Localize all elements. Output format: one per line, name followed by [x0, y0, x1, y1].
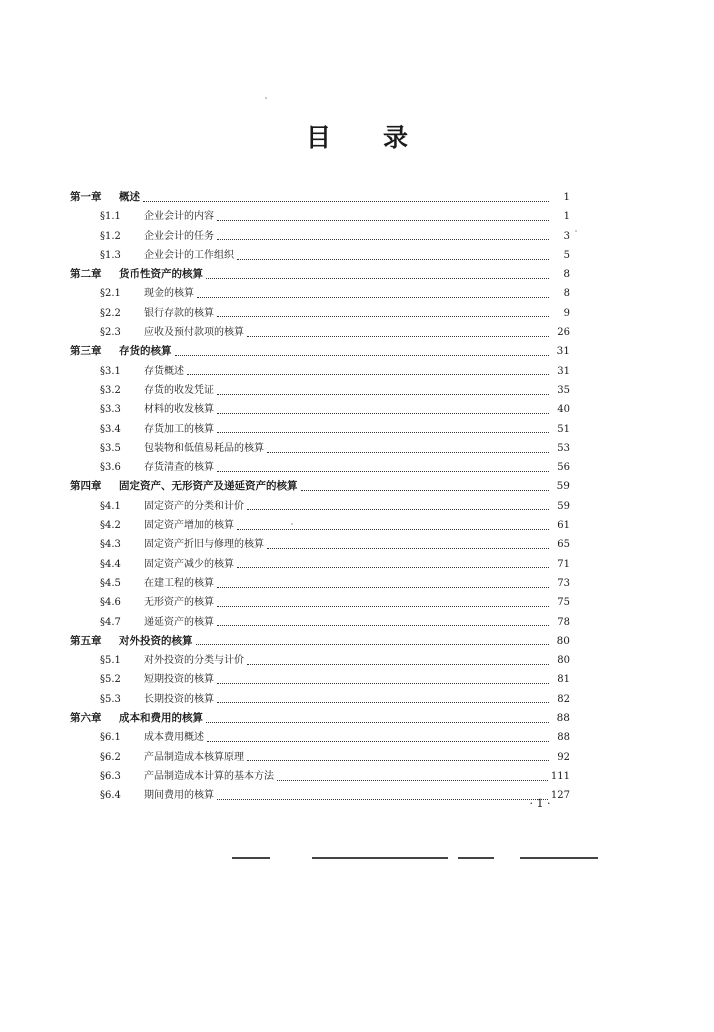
dot-leader	[197, 296, 549, 298]
toc-page-number: 81	[557, 674, 570, 686]
toc-entry-title: 企业会计的任务	[144, 230, 214, 242]
toc-entry-number: §4.1	[100, 500, 121, 512]
dot-leader	[143, 200, 549, 202]
toc-page-number: 1	[563, 191, 570, 203]
toc-section-row	[70, 651, 570, 670]
toc-section-row	[70, 516, 570, 535]
toc-entry-title: 存货加工的核算	[144, 423, 214, 435]
toc-page-number: 35	[557, 384, 570, 396]
toc-chapter-row	[70, 477, 570, 496]
toc-entry-title: 应收及预付款项的核算	[144, 327, 244, 339]
toc-page-number: 61	[557, 520, 570, 532]
toc-page-number: 127	[550, 790, 570, 802]
toc-page-number: 51	[557, 423, 570, 435]
dot-leader	[217, 586, 549, 588]
dot-leader	[247, 759, 549, 761]
toc-page-number: 88	[556, 712, 570, 725]
toc-page-number: 1	[563, 211, 570, 223]
dot-leader	[217, 412, 549, 414]
dot-leader	[237, 528, 549, 530]
toc-section-row	[70, 323, 570, 342]
toc-section-row	[70, 670, 570, 689]
toc-page-number: 73	[557, 577, 570, 589]
dot-leader	[196, 643, 550, 645]
toc-entry-title: 存货的收发凭证	[144, 384, 214, 396]
toc-entry-number: 第五章	[70, 634, 102, 647]
toc-entry-number: §4.2	[100, 520, 121, 532]
toc-section-row	[70, 227, 570, 246]
dot-leader	[237, 566, 549, 568]
toc-entry-title: 成本和费用的核算	[119, 712, 203, 725]
dot-leader	[217, 219, 549, 221]
toc-page-number: 31	[557, 365, 570, 377]
toc-section-row	[70, 420, 570, 439]
toc-entry-title: 固定资产、无形资产及递延资产的核算	[119, 480, 298, 493]
toc-section-row	[70, 728, 570, 747]
toc-section-row	[70, 574, 570, 593]
toc-entry-number: 第二章	[70, 268, 102, 281]
toc-page-number: 59	[557, 500, 570, 512]
page-title	[0, 118, 714, 158]
toc-entry-title: 成本费用概述	[144, 732, 204, 744]
toc-entry-number: §3.3	[100, 404, 121, 416]
toc-entry-number: §3.2	[100, 384, 121, 396]
toc-entry-number: §4.4	[100, 558, 121, 570]
dot-leader	[187, 373, 549, 375]
toc-page-number: 80	[556, 634, 570, 647]
dot-leader	[301, 489, 550, 491]
toc-entry-number: §3.1	[100, 365, 121, 377]
scan-rule	[520, 857, 598, 859]
toc-entry-number: 第六章	[70, 712, 102, 725]
toc-section-row	[70, 400, 570, 419]
toc-entry-number: §5.1	[100, 655, 121, 667]
dot-leader	[207, 740, 549, 742]
toc-page-number: 88	[557, 732, 570, 744]
toc-page-number: 3	[563, 230, 570, 242]
scan-rule	[458, 857, 494, 859]
dot-leader	[217, 393, 549, 395]
toc-page-number: 56	[557, 462, 570, 474]
toc-section-row	[70, 439, 570, 458]
toc-entry-title: 无形资产的核算	[144, 597, 214, 609]
toc-section-row	[70, 786, 570, 805]
title-char-2: 录	[383, 123, 409, 152]
dot-leader	[267, 451, 549, 453]
dot-leader	[247, 508, 549, 510]
toc-entry-number: §2.2	[100, 307, 121, 319]
dot-leader	[247, 663, 549, 665]
toc-page-number: 92	[557, 751, 570, 763]
toc-section-row	[70, 767, 570, 786]
dot-leader	[206, 277, 549, 279]
toc-entry-title: 包装物和低值易耗品的核算	[144, 442, 264, 454]
toc-entry-number: §3.5	[100, 442, 121, 454]
toc-entry-title: 短期投资的核算	[144, 674, 214, 686]
toc-chapter-row	[70, 188, 570, 207]
toc-chapter-row	[70, 265, 570, 284]
toc-entry-title: 固定资产减少的核算	[144, 558, 234, 570]
toc-page-number: 53	[557, 442, 570, 454]
toc-section-row	[70, 748, 570, 767]
toc-entry-title: 现金的核算	[144, 288, 194, 300]
toc-entry-number: §3.4	[100, 423, 121, 435]
toc-entry-number: §1.3	[100, 249, 121, 261]
dot-leader	[267, 547, 549, 549]
toc-entry-number: §2.1	[100, 288, 121, 300]
scan-rule	[312, 857, 448, 859]
toc-entry-title: 概述	[119, 191, 140, 203]
toc-section-row	[70, 362, 570, 381]
toc-entry-title: 递延资产的核算	[144, 616, 214, 628]
toc-entry-number: 第一章	[70, 191, 102, 203]
toc-section-row	[70, 304, 570, 323]
toc-page-number: 71	[557, 558, 570, 570]
dot-leader	[217, 315, 549, 317]
toc-entry-number: §6.4	[100, 790, 121, 802]
toc-entry-title: 固定资产折旧与修理的核算	[144, 539, 264, 551]
toc-entry-number: §4.6	[100, 597, 121, 609]
toc-entry-title: 固定资产的分类和计价	[144, 500, 244, 512]
toc-chapter-row	[70, 342, 570, 361]
toc-section-row	[70, 381, 570, 400]
dot-leader	[277, 779, 548, 781]
title-char-1: 目	[305, 123, 331, 152]
dot-leader	[175, 354, 550, 356]
dot-leader	[217, 431, 549, 433]
toc-page-number: 82	[557, 693, 570, 705]
toc-page-number: 5	[563, 249, 570, 261]
dot-leader	[217, 470, 549, 472]
toc-entry-title: 银行存款的核算	[144, 307, 214, 319]
toc-entry-title: 存货清查的核算	[144, 462, 214, 474]
toc-entry-title: 产品制造成本核算原理	[144, 751, 244, 763]
toc-page-number: 80	[557, 655, 570, 667]
toc-entry-title: 材料的收发核算	[144, 404, 214, 416]
toc-entry-number: §5.3	[100, 693, 121, 705]
dot-leader	[217, 624, 549, 626]
toc-entry-title: 在建工程的核算	[144, 577, 214, 589]
dot-leader	[206, 721, 549, 723]
table-of-contents	[70, 188, 570, 806]
dot-leader	[237, 258, 549, 260]
toc-entry-number: §3.6	[100, 462, 121, 474]
scan-speck	[265, 97, 267, 99]
toc-entry-title: 固定资产增加的核算	[144, 520, 234, 532]
toc-section-row	[70, 207, 570, 226]
toc-section-row	[70, 613, 570, 632]
toc-page-number: 9	[563, 307, 570, 319]
toc-entry-title: 产品制造成本计算的基本方法	[144, 770, 274, 782]
toc-entry-title: 对外投资的核算	[119, 634, 193, 647]
toc-entry-number: 第三章	[70, 345, 102, 358]
toc-entry-title: 存货概述	[144, 365, 184, 377]
toc-page-number: 31	[556, 345, 570, 358]
dot-leader	[217, 798, 548, 800]
page-folio: · 1 ·	[529, 797, 551, 810]
toc-entry-number: §1.1	[100, 211, 121, 223]
toc-section-row	[70, 593, 570, 612]
toc-entry-title: 企业会计的内容	[144, 211, 214, 223]
toc-page-number: 40	[557, 404, 570, 416]
dot-leader	[217, 605, 549, 607]
toc-chapter-row	[70, 632, 570, 651]
toc-entry-title: 货币性资产的核算	[119, 268, 203, 281]
scan-speck	[291, 523, 293, 525]
toc-entry-title: 长期投资的核算	[144, 693, 214, 705]
toc-section-row	[70, 284, 570, 303]
toc-page-number: 8	[563, 268, 570, 281]
toc-page-number: 111	[550, 770, 570, 782]
dot-leader	[217, 701, 549, 703]
toc-entry-number: §6.3	[100, 770, 121, 782]
dot-leader	[217, 238, 549, 240]
toc-entry-number: §4.3	[100, 539, 121, 551]
toc-page-number: 26	[557, 327, 570, 339]
toc-section-row	[70, 246, 570, 265]
toc-entry-title: 存货的核算	[119, 345, 172, 358]
toc-page-number: 78	[557, 616, 570, 628]
toc-section-row	[70, 458, 570, 477]
dot-leader	[217, 682, 549, 684]
toc-entry-title: 对外投资的分类与计价	[144, 655, 244, 667]
toc-entry-number: §1.2	[100, 230, 121, 242]
toc-entry-number: §4.5	[100, 577, 121, 589]
toc-entry-number: 第四章	[70, 480, 102, 493]
toc-entry-number: §5.2	[100, 674, 121, 686]
toc-page-number: 75	[557, 597, 570, 609]
toc-page-number: 59	[556, 480, 570, 493]
toc-section-row	[70, 497, 570, 516]
toc-section-row	[70, 690, 570, 709]
toc-page-number: 8	[563, 288, 570, 300]
scan-rule	[232, 857, 270, 859]
scan-speck	[575, 230, 577, 232]
toc-chapter-row	[70, 709, 570, 728]
toc-page-number: 65	[557, 539, 570, 551]
toc-entry-number: §6.2	[100, 751, 121, 763]
toc-entry-number: §2.3	[100, 327, 121, 339]
toc-entry-title: 企业会计的工作组织	[144, 249, 234, 261]
dot-leader	[247, 335, 549, 337]
toc-entry-number: §4.7	[100, 616, 121, 628]
toc-entry-number: §6.1	[100, 732, 121, 744]
toc-section-row	[70, 555, 570, 574]
toc-section-row	[70, 535, 570, 554]
toc-entry-title: 期间费用的核算	[144, 790, 214, 802]
